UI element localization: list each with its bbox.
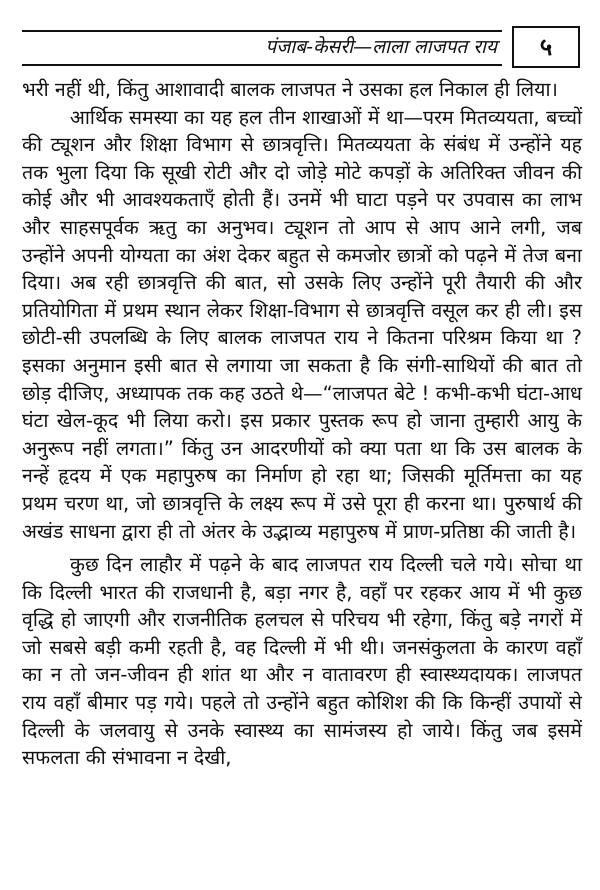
body-text [22,76,582,772]
header-top-rule [22,30,502,32]
paragraph-delhi: कुछ दिन लाहौर में पढ़ने के बाद लाजपत राय दिल्ली चले गये। सोचा था कि दिल्ली भारत की राजधानी है, बड़ा नगर है, वहाँ पर रहकर आय में भी कुछ वृद्धि हो जाएगी और राजनीतिक हलचल से परिचय भी रहेगा, किंतु बड़े नगरों में जो सबसे बड़ी कमी रहती है, वह दिल्ली में भी थी। जनसंकुलता के कारण वहाँ का न तो जन-जीवन ही शांत था और न वातावरण ही स्वास्थ्यदायक। लाजपत राय वहाँ बीमार पड़ गये। पहले तो उन्होंने बहुत कोशिश की कि किन्हीं उपायों से दिल्ली के जलवायु से उनके स्वास्थ्य का सामंजस्य हो जाये। किंतु जब इसमें सफलता की संभावना न देखी, [22,553,582,770]
page-number: ५ [512,26,580,68]
paragraph-economic-problem: आर्थिक समस्या का यह हल तीन शाखाओं में था—परम मितव्ययता, बच्चों की ट्यूशन और शिक्षा विभाग से छात्रवृत्ति। मितव्ययता के संबंध में उन्होंने यह तक भुला दिया कि सूखी रोटी और दो जोड़े मोटे कपड़ों के अतिरिक्त जीवन की कोई और भी आवश्यकताएँ होती हैं। उनमें भी घाटा पड़ने पर उपवास का लाभ और साहसपूर्वक ऋतु का अनुभव। ट्यूशन तो आप से आप आने लगी, जब उन्होंने अपनी योग्यता का अंश देकर बहुत से कमजोर छात्रों को पढ़ने में तेज बना दिया। अब रही छात्रवृत्ति की बात, सो उसके लिए उन्होंने पूरी तैयारी की और प्रतियोगिता में प्रथम स्थान लेकर शिक्षा-विभाग से छात्रवृत्ति वसूल कर ही ली। इस छोटी-सी उपलब्धि के लिए बालक लाजपत राय ने कितना परिश्रम किया था ? इसका अनुमान इसी बात से लगाया जा सकता है कि संगी-साथियों की बात तो छोड़ दीजिए, अध्यापक तक कह उठते थे—“लाजपत बेटे ! कभी-कभी घंटा-आध घंटा खेल-कूद भी लिया करो। इस प्रकार पुस्तक रूप हो जाना तुम्हारी आयु के अनुरूप नहीं लगता।” किंतु उन आदरणीयों को क्या पता था कि उस बालक के नन्हें हृदय में एक महापुरुष का निर्माण हो रहा था; जिसकी मूर्तिमत्ता का यह प्रथम चरण था, जो छात्रवृत्ति के लक्ष्य रूप में उसे पूरा ही करना था। पुरुषार्थ की अखंड साधना द्वारा ही तो अंतर के उद्भाव्य महापुरुष में प्राण-प्रतिष्ठा की जाती है। [22,105,582,543]
page-header [22,30,582,70]
header-bottom-rule [22,64,502,66]
running-title: पंजाब-केसरी—लाला लाजपत राय [265,36,497,58]
paragraph-continuation: भरी नहीं थी, किंतु आशावादी बालक लाजपत ने उसका हल निकाल ही लिया। [22,78,558,101]
